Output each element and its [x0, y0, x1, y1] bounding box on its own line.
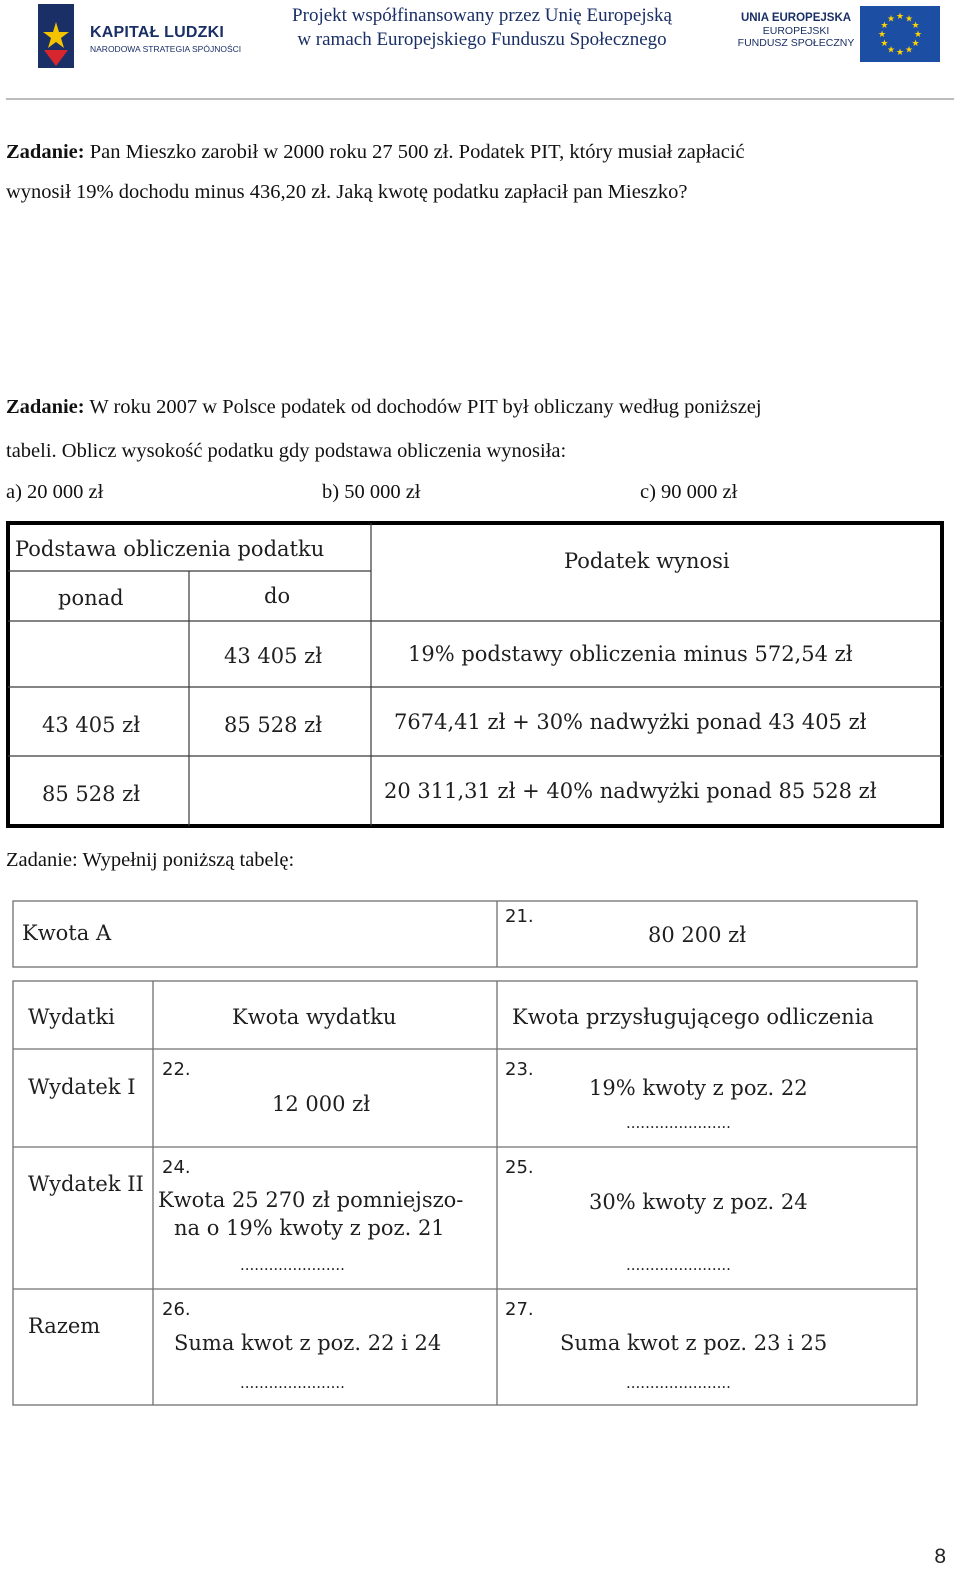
kapital-ludzki-title: KAPITAŁ LUDZKI [90, 24, 225, 41]
row3-label: Razem [28, 1314, 101, 1338]
amount-a-box [13, 901, 917, 967]
project-line-1: Projekt współfinansowany przez Unię Europejską [292, 5, 672, 26]
eu-star-icon: ★ [904, 44, 914, 55]
pos-26: 26. [162, 1299, 191, 1320]
pos-27: 27. [505, 1299, 534, 1320]
eu-star-icon: ★ [895, 11, 905, 21]
tax-bracket-table [6, 521, 944, 828]
eu-label [736, 12, 856, 50]
pos-21: 21. [505, 906, 534, 927]
task1-label: Zadanie: [6, 141, 85, 163]
tax-row3-over: 85 528 zł [42, 782, 141, 806]
header-divider [6, 98, 954, 100]
task2-line-1 [6, 387, 762, 427]
row3-deduction-dots: ...................... [626, 1374, 731, 1392]
task2-option-b: b) 50 000 zł [322, 481, 421, 503]
header-amount: Kwota wydatku [232, 1005, 397, 1029]
eu-star-icon: ★ [911, 20, 920, 30]
task2-option-c: c) 90 000 zł [640, 481, 738, 503]
task2-option-a: a) 20 000 zł [6, 481, 104, 503]
eu-label-line-2: EUROPEJSKI [762, 24, 830, 37]
task3-line [6, 840, 294, 880]
task1-line-1 [6, 132, 745, 172]
row2-amount-line-2: na o 19% kwoty z poz. 21 [174, 1216, 445, 1240]
eu-label-line-1: UNIA EUROPEJSKA [740, 12, 852, 24]
row3-amount: Suma kwot z poz. 22 i 24 [174, 1331, 442, 1355]
row2-amount-line-1: Kwota 25 270 zł pomniejszo- [158, 1188, 464, 1212]
tax-header-base: Podstawa obliczenia podatku [15, 537, 325, 561]
row2-amount-dots: ...................... [240, 1256, 345, 1274]
eu-label-line-3: FUNDUSZ SPOŁECZNY [737, 37, 855, 49]
row3-deduction: Suma kwot z poz. 23 i 25 [560, 1331, 828, 1355]
eu-star-icon: ★ [913, 29, 923, 39]
row1-amount: 12 000 zł [272, 1092, 371, 1116]
header-expenses: Wydatki [28, 1005, 115, 1029]
project-line-2: w ramach Europejskiego Funduszu Społecznego [297, 29, 667, 50]
task3-label: Zadanie: [6, 849, 78, 871]
row1-label: Wydatek I [28, 1075, 136, 1099]
tax-row2-tax: 7674,41 zł + 30% nadwyżki ponad 43 405 zł [394, 710, 867, 734]
kapital-ludzki-logo [38, 4, 242, 68]
task2-line-2: tabeli. Oblicz wysokość podatku gdy podstawa obliczenia wynosiła: [6, 440, 567, 462]
pos-23: 23. [505, 1059, 534, 1080]
amount-a-value: 80 200 zł [648, 923, 747, 947]
tax-row2-to: 85 528 zł [224, 713, 323, 737]
eu-star-icon: ★ [886, 13, 896, 24]
kapital-ludzki-emblem-icon [38, 4, 74, 68]
tax-row3-tax: 20 311,31 zł + 40% nadwyżki ponad 85 528 zł [384, 779, 877, 803]
pos-25: 25. [505, 1157, 534, 1178]
amount-a-label: Kwota A [22, 921, 112, 945]
row2-deduction: 30% kwoty z poz. 24 [589, 1190, 808, 1214]
eu-star-icon: ★ [895, 47, 905, 57]
deduction-form-table [12, 900, 918, 1406]
kapital-ludzki-subtitle: NARODOWA STRATEGIA SPÓJNOŚCI [90, 44, 242, 54]
task1-text-1: Pan Mieszko zarobił w 2000 roku 27 500 zł. Podatek PIT, który musiał zapłacić [89, 141, 745, 163]
eu-star-icon: ★ [886, 44, 896, 55]
tax-header-over: ponad [58, 586, 124, 610]
row2-deduction-dots: ...................... [626, 1256, 731, 1274]
eu-star-icon: ★ [911, 38, 920, 48]
eu-star-icon: ★ [877, 29, 887, 39]
tax-row1-to: 43 405 zł [224, 644, 323, 668]
page-number: 8 [934, 1545, 946, 1568]
row1-deduction-dots: ...................... [626, 1114, 731, 1132]
eu-star-icon: ★ [880, 20, 889, 30]
row1-deduction: 19% kwoty z poz. 22 [589, 1076, 808, 1100]
task3-text: Wypełnij poniższą tabelę: [82, 849, 295, 871]
header-deduction: Kwota przysługującego odliczenia [512, 1005, 874, 1029]
project-caption [266, 4, 698, 52]
row3-amount-dots: ...................... [240, 1374, 345, 1392]
eu-star-icon: ★ [880, 38, 889, 48]
pos-22: 22. [162, 1059, 191, 1080]
task2-label: Zadanie: [6, 396, 85, 418]
tax-header-to: do [264, 584, 291, 608]
eu-flag-icon [860, 6, 940, 62]
tax-row1-tax: 19% podstawy obliczenia minus 572,54 zł [408, 642, 853, 666]
tax-header-tax: Podatek wynosi [564, 549, 730, 573]
tax-row2-over: 43 405 zł [42, 713, 141, 737]
eu-star-icon: ★ [904, 13, 914, 24]
task1-line-2: wynosił 19% dochodu minus 436,20 zł. Jaką kwotę podatku zapłacił pan Mieszko? [6, 181, 688, 203]
row2-label: Wydatek II [28, 1172, 144, 1196]
pos-24: 24. [162, 1157, 191, 1178]
task2-text-1: W roku 2007 w Polsce podatek od dochodów PIT był obliczany według poniższej [89, 396, 762, 418]
